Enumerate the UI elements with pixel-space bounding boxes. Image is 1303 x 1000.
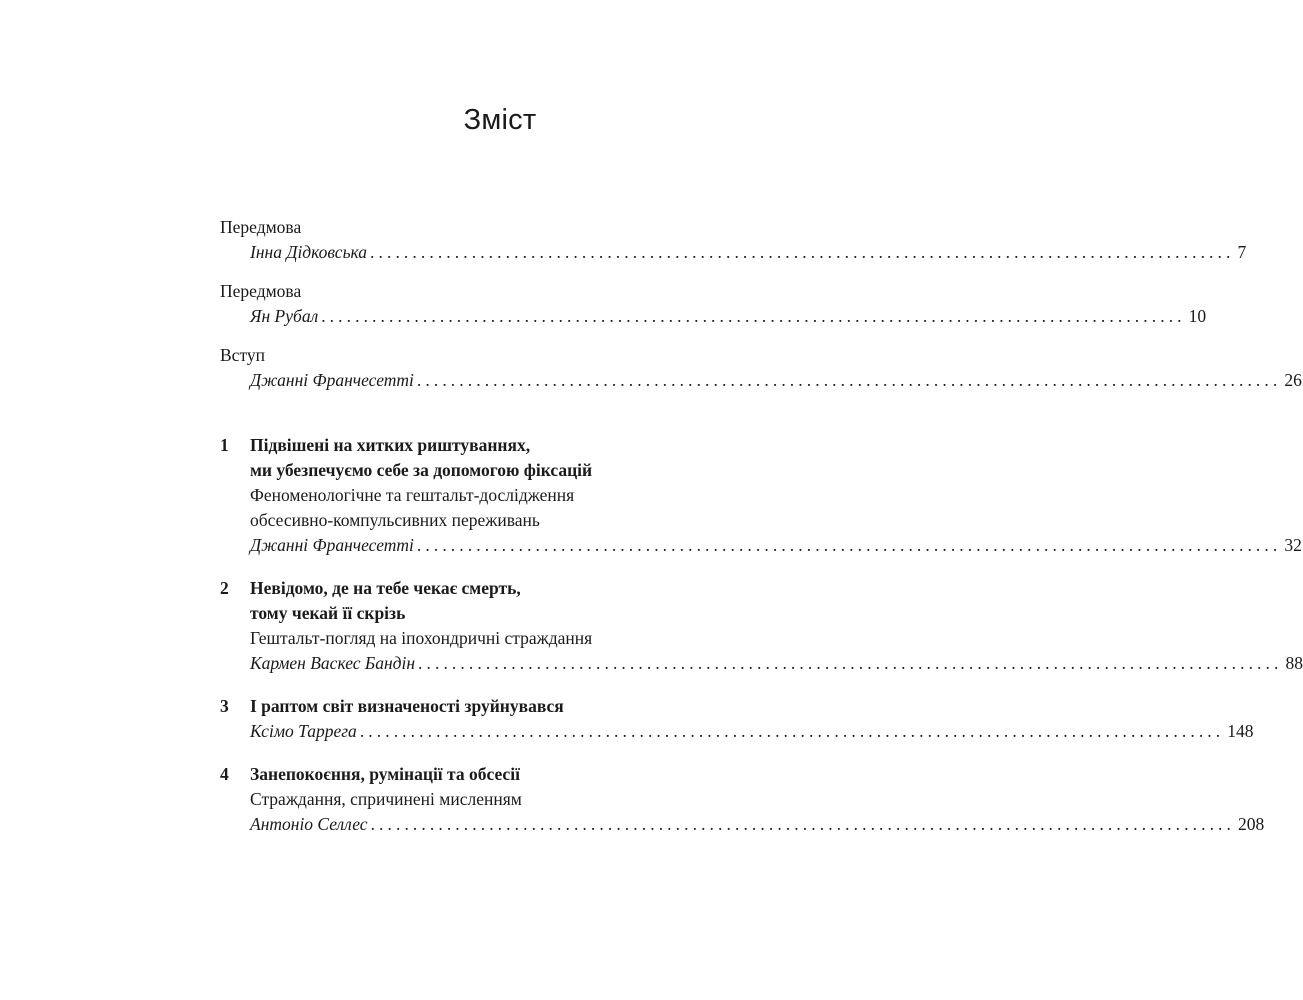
front-entry [220, 240, 1247, 265]
chapter-subtitle: Страждання, спричинені мисленням [250, 789, 522, 809]
dot-leader: ...................................................................................................... [321, 306, 1186, 326]
front-label: Передмова [220, 281, 302, 301]
chapter-entry [220, 533, 1302, 558]
front-entry [220, 304, 1207, 329]
dot-leader: ...................................................................................................... [370, 242, 1235, 262]
chapter-entry [220, 651, 1303, 676]
dot-leader: ...................................................................................................... [359, 721, 1225, 741]
entry-author: Ян Рубал [250, 306, 319, 326]
chapter-title: Невідомо, де на тебе чекає смерть, [250, 578, 521, 598]
chapter-title-line [220, 762, 738, 787]
page-number: 32 [1284, 535, 1302, 555]
chapter-number: 3 [220, 696, 229, 716]
chapter-entry [220, 812, 1265, 837]
entry-author: Джанні Франчесетті [250, 535, 414, 555]
chapter-subtitle: Гештальт-погляд на іпохондричні страждання [250, 628, 593, 648]
chapter-title: ми убезпечуємо себе за допомогою фіксацій [250, 460, 593, 480]
chapter-title-line [220, 694, 738, 719]
chapter-number: 4 [220, 764, 229, 784]
page-number: 148 [1227, 721, 1254, 741]
front-label: Вступ [220, 345, 265, 365]
dot-leader: ...................................................................................................... [416, 535, 1282, 555]
page-number: 88 [1285, 653, 1303, 673]
chapter-title: Занепокоєння, румінації та обсесії [250, 764, 520, 784]
front-entry [220, 368, 1302, 393]
page-number: 208 [1238, 814, 1265, 834]
entry-author: Кармен Васкес Бандін [250, 653, 416, 673]
chapter-title-line [220, 576, 738, 601]
chapter-entry [220, 719, 1254, 744]
chapter-number: 1 [220, 435, 229, 455]
chapter-number: 2 [220, 578, 229, 598]
page-number: 7 [1237, 242, 1247, 262]
chapter-title: Підвішені на хитких риштуваннях, [250, 435, 531, 455]
table-of-contents [220, 215, 1303, 837]
dot-leader: ...................................................................................................... [370, 814, 1236, 834]
chapter-title: тому чекай її скрізь [250, 603, 406, 623]
dot-leader: ...................................................................................................... [418, 653, 1283, 673]
chapter-title: І раптом світ визначеності зруйнувався [250, 696, 564, 716]
chapter-title-line [220, 433, 738, 458]
dot-leader: ...................................................................................................... [416, 370, 1282, 390]
entry-author: Джанні Франчесетті [250, 370, 414, 390]
entry-author: Антоніо Селлес [250, 814, 368, 834]
entry-author: Ксімо Таррега [250, 721, 357, 741]
page-number: 26 [1284, 370, 1302, 390]
entry-author: Інна Дідковська [250, 242, 368, 262]
page-title: Зміст [463, 104, 537, 136]
front-label: Передмова [220, 217, 302, 237]
page-number: 10 [1188, 306, 1207, 326]
chapter-subtitle: Феноменологічне та гештальт-дослідження [250, 485, 575, 505]
chapter-subtitle: обсесивно-компульсивних переживань [250, 510, 540, 530]
